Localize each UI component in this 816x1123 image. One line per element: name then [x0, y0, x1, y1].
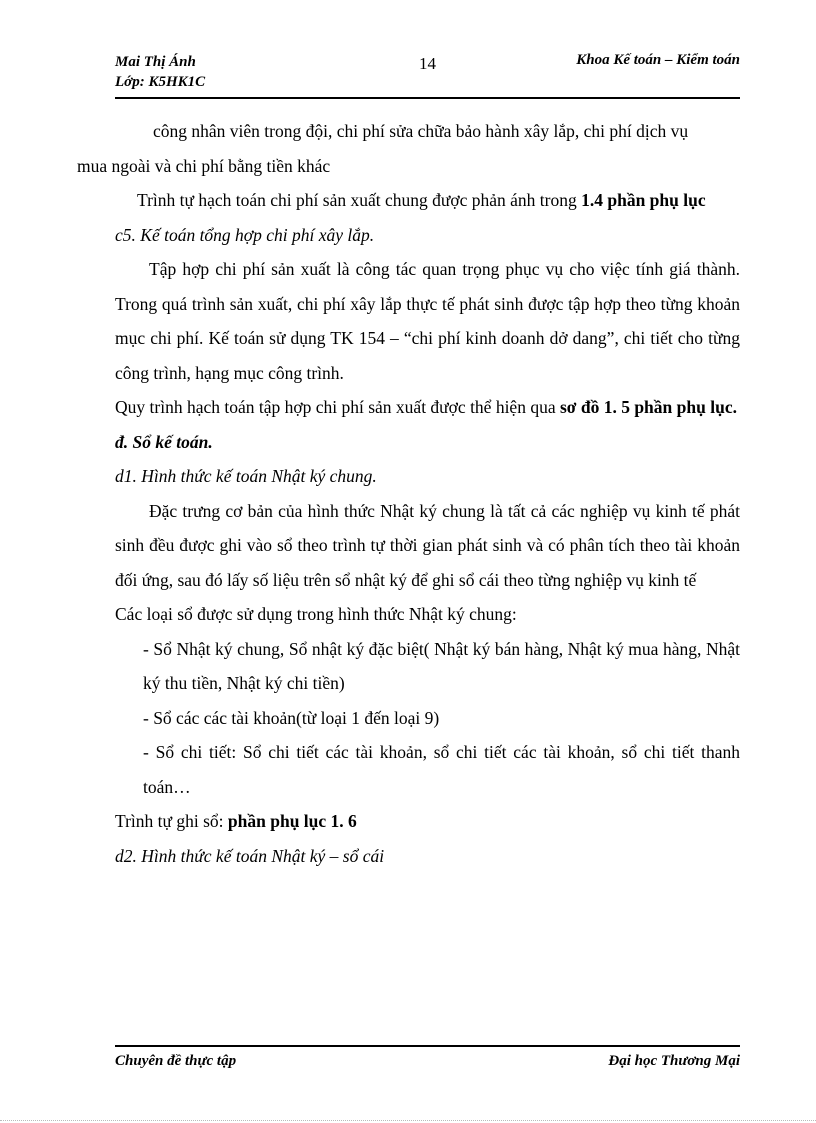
- paragraph-2: [115, 183, 740, 218]
- paragraph-6: Các loại sổ được sử dụng trong hình thức Nhật ký chung:: [115, 604, 517, 624]
- heading-d2: d2. Hình thức kế toán Nhật ký – sổ cái: [115, 845, 385, 866]
- bottom-dotted-line: [0, 1120, 816, 1121]
- page-header: [115, 52, 740, 99]
- class-label: Lớp: K5HK1C: [115, 74, 206, 90]
- footer-left: Chuyên đề thực tập: [115, 1053, 237, 1069]
- paragraph-1: [77, 114, 740, 183]
- heading-c5: c5. Kế toán tổng hợp chi phí xây lắp.: [115, 224, 375, 245]
- bullet-1-text: - Sổ Nhật ký chung, Sổ nhật ký đặc biệt( Nhật ký bán hàng, Nhật ký mua hàng, Nhật ký thu tiền, Nhật ký chi tiền): [143, 638, 740, 693]
- bullet-2: - Sổ các các tài khoản(từ loại 1 đến loại 9): [143, 707, 440, 728]
- paragraph-7: [115, 804, 740, 839]
- bullet-1: [115, 632, 740, 701]
- heading-d-text: đ. Sổ kế toán.: [115, 431, 213, 452]
- paragraph-4: [115, 390, 740, 425]
- author-name: Mai Thị Ánh: [115, 54, 196, 70]
- heading-d1: d1. Hình thức kế toán Nhật ký chung.: [115, 466, 377, 486]
- heading-d: [115, 425, 740, 460]
- paragraph-5: Đặc trưng cơ bản của hình thức Nhật ký chung là tất cả các nghiệp vụ kinh tế phát sinh đều được ghi vào sổ theo trình tự thời gian phát sinh và có phân tích theo tài khoản đối ứng, sau đó lấy số liệu trên sổ nhật ký để ghi sổ cái theo từng nghiệp vụ kinh tế: [115, 500, 740, 590]
- page-number: 14: [419, 54, 436, 73]
- paragraph-7-text: Trình tự ghi sổ:: [115, 811, 228, 831]
- faculty-label: Khoa Kế toán – Kiểm toán: [576, 52, 740, 68]
- bullet-3: - Sổ chi tiết: Sổ chi tiết các tài khoản, sổ chi tiết các tài khoản, sổ chi tiết thanh toán…: [143, 742, 740, 797]
- paragraph-3: Tập hợp chi phí sản xuất là công tác quan trọng phục vụ cho việc tính giá thành. Trong quá trình sản xuất, chi phí xây lắp thực tế phát sinh được tập hợp theo từng khoản mục chi phí. Kế toán sử dụng TK 154 – “chi phí kinh doanh dở dang”, chi tiết cho từng công trình, hạng mục công trình.: [115, 259, 740, 383]
- paragraph-4-text: Quy trình hạch toán tập hợp chi phí sản xuất được thể hiện qua: [115, 397, 560, 417]
- footer-right: Đại học Thương Mại: [608, 1053, 740, 1069]
- paragraph-1-line-1: công nhân viên trong đội, chi phí sửa chữa bảo hành xây lắp, chi phí dịch vụ: [153, 121, 689, 141]
- paragraph-1-line-2: mua ngoài và chi phí bằng tiền khác: [77, 155, 331, 176]
- paragraph-4-bold: sơ đồ 1. 5 phần phụ lục.: [559, 397, 737, 417]
- paragraph-2-bold: 1.4 phần phụ lục: [581, 190, 706, 210]
- paragraph-7-bold: phần phụ lục 1. 6: [227, 811, 357, 831]
- page-footer: [115, 1045, 740, 1077]
- paragraph-2-text: Trình tự hạch toán chi phí sản xuất chung được phản ánh trong: [137, 190, 582, 210]
- page-body: [77, 114, 740, 873]
